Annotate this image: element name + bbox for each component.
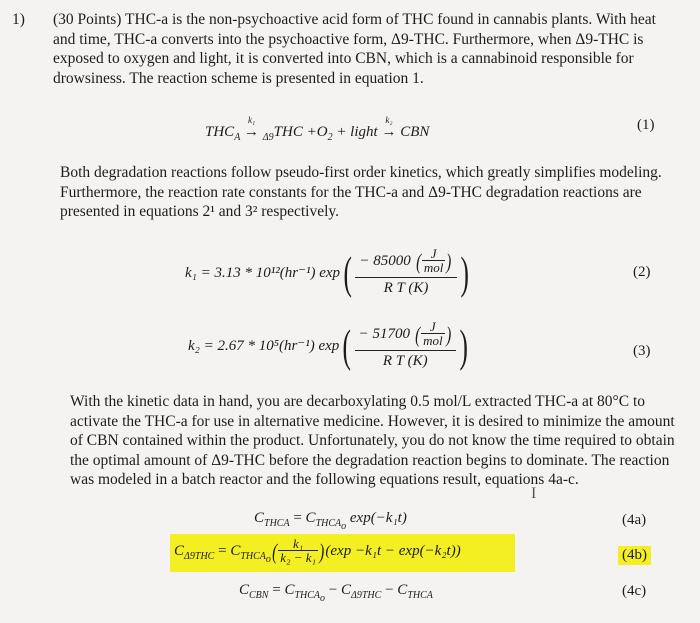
equation-1-number: (1) [637, 117, 655, 133]
kinetics-paragraph [60, 163, 695, 222]
intro-line: (30 Points) THC-a is the non-psychoactive acid form of THC found in cannabis plants. With heat [53, 11, 656, 28]
batch-line: the optimal amount of Δ9-THC before the degradation reaction begins to dominate. The reaction [70, 451, 670, 469]
equation-4a: $C_{THCA} = C_{THCA_o}$ exp(−k₁t) [254, 510, 407, 532]
batch-line: With the kinetic data in hand, you are decarboxylating 0.5 mol/L extracted THC-a at 80°C to [70, 393, 646, 410]
intro-line: drowsiness. The reaction scheme is presented in equation 1. [53, 69, 424, 87]
equation-1: $THC_A$ k₁ → $_{\Delta 9}THC +O_2$ + light k₂ → CBN [205, 115, 430, 143]
kinetics-line: Furthermore, the reaction rate constants for the THC-a and Δ9-THC degradation reactions are [60, 183, 642, 201]
question-number: 1) [12, 11, 25, 28]
equation-4b-number: (4b) [618, 546, 651, 565]
equation-4c: $C_{CBN} = C_{THCA_o} - C_{\Delta 9THC} - C_{THCA}$ [239, 582, 433, 604]
intro-line: exposed to oxygen and light, it is converted into CBN, which is a cannabinoid responsible for [53, 50, 634, 67]
equation-3: k₂ = 2.67 * 10⁵(hr⁻¹) exp( − 51700 ( $\frac{J}{\text{mol}}$ ) R T (K) ) [188, 319, 468, 371]
kinetics-line: Both degradation reactions follow pseudo-first order kinetics, which greatly simplifies modeling. [60, 164, 662, 181]
intro-line: and time, THC-a converts into the psychoactive form, Δ9-THC. Furthermore, when Δ9-THC is [53, 30, 644, 48]
arrow-k1: k₁ → [244, 115, 260, 140]
equation-2: k₁ = 3.13 * 10¹²(hr⁻¹) exp( − 85000 ( $\frac{J}{\text{mol}}$ ) R T (K) ) [185, 246, 469, 298]
equation-4b: $C_{\Delta 9THC} = C_{THCA_o}$( $\frac{\text{k₁}}{\text{k₂ − k₁}}$ )(exp −k₁t − exp(−k₂t)) [170, 534, 515, 572]
arrow-k2: k₂ → [381, 115, 397, 140]
equation-4a-number: (4a) [622, 512, 647, 528]
kinetics-line: presented in equations 2¹ and 3² respectively. [60, 203, 340, 220]
batch-line: activate the THC-a for use in alternative medicine. However, it is desired to minimize the amount [70, 412, 675, 430]
text-cursor-icon: I [531, 485, 537, 502]
equation-3-number: (3) [633, 343, 651, 359]
batch-line: was modeled in a batch reactor and the following equations result, equations 4a-c. [70, 471, 579, 488]
batch-reactor-paragraph [70, 392, 695, 490]
batch-line: of CBN contained within the product. Unfortunately, you do not know the time required to obtain [70, 432, 675, 449]
equation-2-number: (2) [633, 264, 651, 280]
equation-4c-number: (4c) [622, 583, 647, 599]
intro-paragraph [53, 10, 693, 88]
